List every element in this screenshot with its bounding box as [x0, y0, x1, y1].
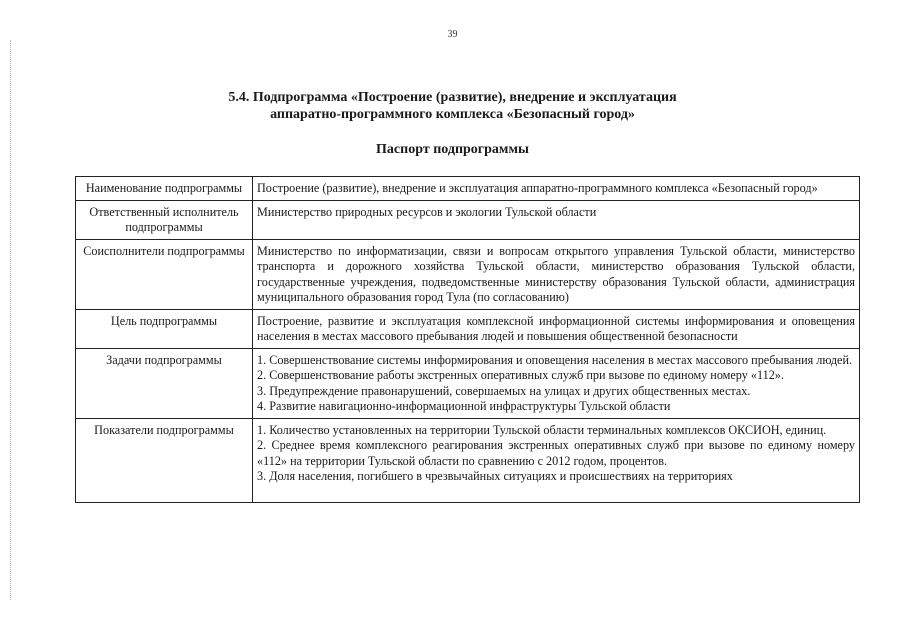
row-value-clip	[257, 423, 855, 499]
section-title-line-2: аппаратно-программного комплекса «Безопасный город»	[270, 107, 635, 122]
page-number: 39	[447, 29, 458, 40]
table-row	[76, 177, 860, 201]
row-paragraph: 4. Развитие навигационно-информационной инфраструктуры Тульской области	[257, 399, 671, 413]
row-paragraph: 1. Совершенствование системы информирования и оповещения населения в местах массового пребывания людей.	[257, 352, 853, 367]
row-value	[253, 200, 860, 239]
row-paragraph: 3. Доля населения, погибшего в чрезвычайных ситуациях и происшествиях на территориях	[257, 469, 733, 483]
row-value	[253, 348, 860, 418]
row-label: Соисполнители подпрограммы	[76, 239, 253, 309]
row-value	[253, 418, 860, 502]
row-label: Задачи подпрограммы	[76, 348, 253, 418]
row-paragraph: 1. Количество установленных на территории Тульской области терминальных комплексов ОКСИОН, единиц.	[257, 422, 827, 437]
row-paragraph: Министерство по информатизации, связи и вопросам открытого управления Тульской области, министерство транспорта и дорожного хозяйства Тульской области, министерство образования Тульской области, государственные учреждения, подведомственные министерству образования Тульской области, администрация муниципального образования город Тула (по согласованию)	[257, 243, 855, 304]
section-title-line-1: 5.4. Подпрограмма «Построение (развитие), внедрение и эксплуатация	[228, 90, 677, 105]
passport-heading: Паспорт подпрограммы	[376, 142, 529, 157]
row-label: Цель подпрограммы	[76, 309, 253, 348]
table-row	[76, 418, 860, 502]
row-paragraph: 3. Предупреждение правонарушений, совершаемых на улицах и других общественных местах.	[257, 383, 751, 398]
table-row	[76, 309, 860, 348]
row-paragraph: 2. Совершенствование работы экстренных оперативных служб при вызове по единому номеру «112».	[257, 368, 784, 382]
row-value	[253, 309, 860, 348]
table-row	[76, 348, 860, 418]
row-value	[253, 239, 860, 309]
table-row	[76, 200, 860, 239]
margin-guide	[10, 40, 13, 600]
row-paragraph: Построение, развитие и эксплуатация комплексной информационной системы информирования и оповещения населения в местах массового пребывания людей и повышения общественной безопасности	[257, 313, 855, 343]
row-paragraph: Министерство природных ресурсов и экологии Тульской области	[257, 204, 597, 219]
table-row	[76, 239, 860, 309]
passport-table	[75, 176, 860, 503]
section-title	[0, 89, 905, 123]
row-label: Наименование подпрограммы	[76, 177, 253, 201]
row-paragraph: Построение (развитие), внедрение и эксплуатация аппаратно-программного комплекса «Безопасный город»	[257, 181, 818, 195]
row-value	[253, 177, 860, 201]
row-paragraph: 2. Среднее время комплексного реагирования экстренных оперативных служб при вызове по единому номеру «112» на территории Тульской области по сравнению с 2012 годом, процентов.	[257, 438, 855, 468]
row-label: Ответственный исполнитель подпрограммы	[76, 200, 253, 239]
row-label: Показатели подпрограммы	[76, 418, 253, 502]
